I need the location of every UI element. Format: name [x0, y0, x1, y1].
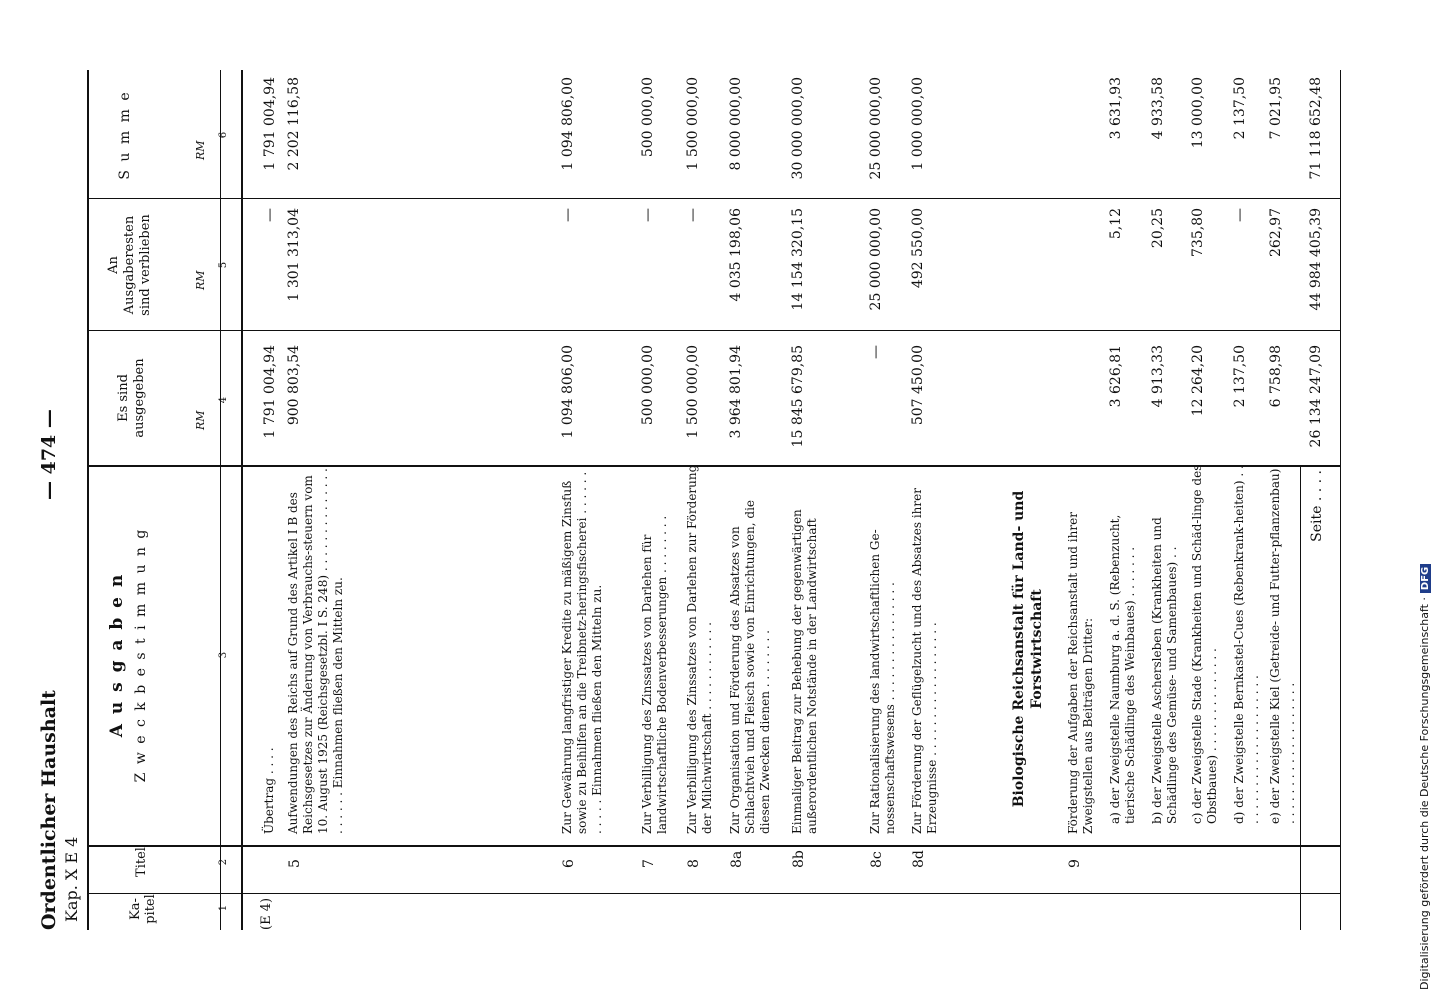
row-rest: — [640, 208, 656, 222]
row-text: Förderung der Aufgaben der Reichsanstalt und ihrer Zweigstellen aus Beiträgen Dritter: [1066, 512, 1095, 834]
row-text: Einmaliger Beitrag zur Behebung der gegenwärtigen außerordentlichen Notstände in der Landwirtschaft [790, 509, 819, 834]
row-ausgegeben: 900 803,54 [286, 345, 302, 426]
row-titel: 8b [791, 850, 807, 868]
unit-rest: RM [194, 270, 207, 290]
row-ausgegeben: 6 758,98 [1268, 345, 1284, 408]
kapitel-value: (E 4) [259, 897, 274, 930]
row-summe: 1 094 806,00 [560, 77, 576, 171]
col-header-ausgaben: A u s g a b e n [107, 572, 127, 738]
row-text: Zur Verbilligung des Zinssatzes von Darlehen zur Förderung der Milchwirtschaft . . . . . . . . . . . . [685, 464, 714, 834]
row-ausgegeben: 15 845 679,85 [790, 345, 806, 448]
row-summe: 2 137,50 [1232, 77, 1248, 140]
table-row [640, 70, 690, 930]
col-header-summe: S u m m e [117, 90, 133, 180]
rule-v-header-bottom [241, 70, 243, 930]
row-rest: 14 154 320,15 [790, 208, 806, 311]
col-header-zweck: Z w e c k b e s t i m m u n g [133, 527, 149, 783]
total-row [1308, 70, 1358, 930]
seite-rest: 44 984 405,39 [1308, 208, 1324, 311]
colno-1: 1 [218, 904, 229, 912]
row-rest: 25 000 000,00 [868, 208, 884, 311]
colno-2: 2 [218, 858, 229, 866]
row-rest: 735,80 [1190, 208, 1206, 257]
table-row [790, 70, 840, 930]
row-text: d) der Zweigstelle Bernkastel-Cues (Rebenkrank-heiten) . . . . . . . . . . . . . . . . . . . . . . [1232, 465, 1261, 824]
row-summe: 4 933,58 [1150, 77, 1166, 140]
row-rest: — [262, 208, 278, 222]
unit-ausgegeben: RM [194, 410, 207, 430]
row-titel: 5 [287, 859, 303, 868]
col-header-ausgabereste: An Ausgaberesten sind verblieben [106, 214, 153, 316]
row-rest: 262,97 [1268, 208, 1284, 257]
row-titel: 8c [869, 851, 885, 868]
row-summe: 8 000 000,00 [728, 77, 744, 171]
row-ausgegeben: — [868, 345, 884, 359]
seite-label: Seite . . . . [1309, 470, 1325, 542]
colno-3: 3 [218, 651, 229, 659]
colno-4: 4 [218, 396, 229, 404]
col-header-titel-rot: Titel [134, 847, 149, 877]
row-titel: 6 [561, 859, 577, 868]
row-rest: 20,25 [1150, 208, 1166, 249]
row-text: Zur Förderung der Geflügelzucht und des Absatzes ihrer Erzeugnisse . . . . . . . . . . . . . . . . . . [910, 488, 939, 834]
row-rest: 5,12 [1108, 208, 1124, 240]
unit-summe: RM [194, 140, 207, 160]
page-number-rot: — 474 — [38, 409, 60, 500]
row-ausgegeben: 12 264,20 [1190, 345, 1206, 417]
row-rest: 4 035 198,06 [728, 208, 744, 302]
row-text: Übertrag . . . . [262, 747, 276, 834]
row-text: Zur Verbilligung des Zinssatzes von Darlehen für landwirtschaftliche Bodenverbesserungen . . . . . . . . [640, 515, 669, 834]
row-text: Zur Organisation und Förderung des Absatzes von Schlachtvieh und Fleisch sowie von Einrichtungen, die diesen Zwecken dienen . . . . . . . . [728, 499, 772, 834]
col-header-kapitel-rot: Ka-pitel [128, 894, 158, 924]
dfg-logo-icon: DFG [1420, 564, 1431, 593]
row-rest: 492 550,00 [910, 208, 926, 289]
row-ausgegeben: 2 137,50 [1232, 345, 1248, 408]
row-titel: 9 [1067, 859, 1083, 868]
row-ausgegeben: 4 913,33 [1150, 345, 1166, 408]
col-header-ausgegeben: Es sind ausgegeben [116, 358, 147, 438]
row-text: a) der Zweigstelle Naumburg a. d. S. (Rebenzucht, tierische Schädlinge des Weinbaues) . . . . . . . [1108, 514, 1137, 824]
row-summe: 13 000,00 [1190, 77, 1206, 149]
left-header-block [38, 70, 88, 930]
row-summe: 500 000,00 [640, 77, 656, 158]
row-text: e) der Zweigstelle Kiel (Getreide- und Futter-pflanzenbau) . . . . . . . . . . . . . . . . . . . [1268, 468, 1297, 824]
table-row [286, 70, 345, 930]
row-titel: 8 [686, 859, 702, 868]
row-titel: 7 [641, 859, 657, 868]
header-title-rot: Ordentlicher Haushalt [38, 690, 60, 930]
row-text: Zur Rationalisierung des landwirtschaftlichen Ge-nossenschaftswesens . . . . . . . . . . . . . . . . [868, 529, 897, 834]
footer-credit-text: Digitalisierung gefördert durch die Deutsche Forschungsgemeinschaft · [1418, 597, 1431, 990]
table-row [728, 70, 778, 930]
row-ausgegeben: 1 500 000,00 [685, 345, 701, 439]
row-summe: 2 202 116,58 [286, 77, 302, 171]
row-summe: 7 021,95 [1268, 77, 1284, 140]
row-text: Aufwendungen des Reichs auf Grund des Artikel I B des Reichsgesetzes zur Änderung von Verbrauchs-steuern vom 10. August 1925 (Reichsgesetzbl. I S. 248) . . . . . . . . . . . . . . . . . . . . Einnahmen fließen den Mitteln zu. [286, 468, 345, 834]
row-rest: — [1232, 208, 1248, 222]
row-summe: 30 000 000,00 [790, 77, 806, 180]
row-titel: 8a [729, 850, 745, 868]
row-rest: 1 301 313,04 [286, 208, 302, 302]
row-summe: 1 000 000,00 [910, 77, 926, 171]
row-summe: 3 631,93 [1108, 77, 1124, 140]
row-summe: 1 500 000,00 [685, 77, 701, 171]
row-ausgegeben: 1 791 004,94 [262, 345, 278, 439]
header-kapitel-rot: Kap. X E 4 [62, 836, 81, 922]
column-header-block [90, 70, 240, 930]
row-ausgegeben: 3 964 801,94 [728, 345, 744, 439]
table-row [560, 70, 610, 930]
row-summe: 1 791 004,94 [262, 77, 278, 171]
row-text: Zur Gewährung langfristiger Kredite zu mäßigem Zinsfuß sowie zu Beihilfen an die Treibnetz-heringsfischerei . . . . . . . . . . . . Einnahmen fließen den Mitteln zu. [560, 464, 604, 834]
row-text: c) der Zweigstelle Stade (Krankheiten und Schäd-linge des Obstbaues) . . . . . . . . . . . . . . [1190, 464, 1219, 824]
row-rest: — [685, 208, 701, 222]
row-titel: 8d [911, 850, 927, 868]
colno-6: 6 [218, 131, 229, 139]
row-rest: — [560, 208, 576, 222]
table-row [910, 70, 960, 930]
subheading-row [1010, 70, 1060, 930]
row-text: b) der Zweigstelle Aschersleben (Krankheiten und Schädlinge des Gemüse- und Samenbaues) . . [1150, 517, 1179, 824]
row-ausgegeben: 507 450,00 [910, 345, 926, 426]
colno-5: 5 [218, 261, 229, 269]
row-ausgegeben: 3 626,81 [1108, 345, 1124, 408]
seite-summe: 71 118 652,48 [1308, 77, 1324, 180]
footer-credit [1418, 564, 1431, 990]
seite-ausgegeben: 26 134 247,09 [1308, 345, 1324, 448]
row-summe: 25 000 000,00 [868, 77, 884, 180]
row-ausgegeben: 1 094 806,00 [560, 345, 576, 439]
subheading: Biologische Reichsanstalt für Land- und Forstwirtschaft [1011, 490, 1045, 808]
row-ausgegeben: 500 000,00 [640, 345, 656, 426]
